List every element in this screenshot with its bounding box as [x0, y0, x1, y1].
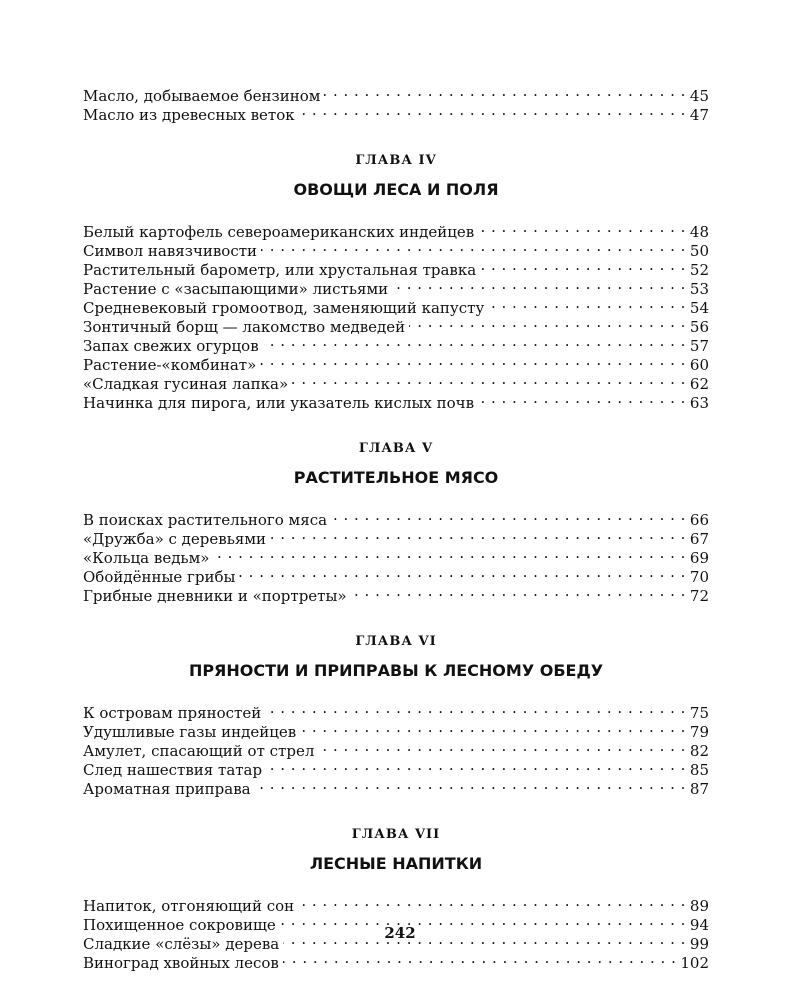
dot-leader	[331, 506, 686, 525]
toc-entry-page: 75	[689, 704, 709, 722]
toc-entry-title: Обойдённые грибы	[83, 568, 236, 586]
dot-leader	[283, 949, 677, 968]
dot-leader	[351, 582, 686, 601]
chapter-title: ОВОЩИ ЛЕСА И ПОЛЯ	[293, 180, 499, 199]
toc-entry-page: 70	[689, 568, 709, 586]
toc-entry-page: 67	[689, 530, 709, 548]
page-number: 242	[384, 924, 416, 942]
dot-leader	[239, 563, 685, 582]
toc-entry-title: Масло, добываемое бензином	[83, 87, 321, 105]
dot-leader	[292, 370, 686, 389]
toc-entry-title: «Сладкая гусиная лапка»	[83, 375, 289, 393]
dot-leader	[298, 892, 686, 911]
dot-leader	[480, 256, 686, 275]
toc-entry-page: 47	[689, 106, 709, 124]
toc-entry-title: «Кольца ведьм»	[83, 549, 210, 567]
toc-entry-title: Грибные дневники и «портреты»	[83, 587, 347, 605]
toc-entry-page: 57	[689, 337, 709, 355]
chapter-label: ГЛАВА IV	[355, 153, 437, 168]
toc-entry-title: В поисках растительного мяса	[83, 511, 328, 529]
toc-entry-title: Масло из древесных веток	[83, 106, 295, 124]
toc-entry-title: Виноград хвойных лесов	[83, 954, 279, 972]
dot-leader	[213, 544, 685, 563]
chapter-title: РАСТИТЕЛЬНОЕ МЯСО	[293, 468, 499, 487]
toc-entry-title: Ароматная приправа	[83, 780, 251, 798]
chapter-label: ГЛАВА V	[358, 441, 434, 456]
toc-entry-title: След нашествия татар	[83, 761, 263, 779]
table-of-contents	[83, 82, 709, 972]
toc-entry-title: Напиток, отгоняющий сон	[83, 897, 295, 915]
chapter-label: ГЛАВА VI	[355, 634, 437, 649]
dot-leader	[266, 756, 686, 775]
toc-entry-title: Похищенное сокровище	[83, 916, 276, 934]
intro-entries	[83, 82, 709, 124]
dot-leader	[260, 351, 686, 370]
toc-entry-page: 82	[689, 742, 709, 760]
dot-leader	[478, 389, 686, 408]
toc-entry	[83, 506, 709, 529]
toc-entry	[83, 218, 709, 241]
toc-entry-page: 45	[689, 87, 709, 105]
chapter-entries	[83, 506, 709, 605]
chapter-section	[83, 440, 709, 605]
toc-entry-page: 99	[689, 935, 709, 953]
dot-leader	[409, 313, 686, 332]
toc-entry-page: 48	[689, 223, 709, 241]
toc-entry-title: Сладкие «слёзы» дерева	[83, 935, 280, 953]
toc-entry-title: Запах свежих огурцов	[83, 337, 259, 355]
dot-leader	[392, 275, 686, 294]
toc-entry	[83, 699, 709, 722]
toc-entry-page: 50	[689, 242, 709, 260]
toc-entry-page: 63	[689, 394, 709, 412]
toc-entry-title: Белый картофель североамериканских индейцев	[83, 223, 475, 241]
toc-entry-page: 69	[689, 549, 709, 567]
toc-entry-title: К островам пряностей	[83, 704, 262, 722]
toc-entry-page: 53	[689, 280, 709, 298]
toc-entry-title: Растение-«комбинат»	[83, 356, 257, 374]
dot-leader	[324, 82, 685, 101]
toc-entry-page: 102	[680, 954, 709, 972]
dot-leader	[299, 101, 686, 120]
chapter-section	[83, 152, 709, 412]
toc-entry-title: «Дружба» с деревьями	[83, 530, 267, 548]
toc-entry-page: 56	[689, 318, 709, 336]
toc-entry-page: 72	[689, 587, 709, 605]
chapter-entries	[83, 699, 709, 798]
dot-leader	[265, 699, 686, 718]
toc-entry-title: Средневековый громоотвод, заменяющий капусту	[83, 299, 485, 317]
chapter-label: ГЛАВА VII	[351, 827, 441, 842]
toc-entry-title: Начинка для пирога, или указатель кислых почв	[83, 394, 475, 412]
toc-entry-page: 54	[689, 299, 709, 317]
toc-entry-page: 89	[689, 897, 709, 915]
toc-entry-title: Растительный барометр, или хрустальная травка	[83, 261, 477, 279]
chapter-title: ПРЯНОСТИ И ПРИПРАВЫ К ЛЕСНОМУ ОБЕДУ	[188, 661, 604, 680]
dot-leader	[318, 737, 686, 756]
toc-entry-page: 79	[689, 723, 709, 741]
chapter-section	[83, 826, 709, 972]
chapter-title: ЛЕСНЫЕ НАПИТКИ	[309, 854, 483, 873]
dot-leader	[261, 237, 686, 256]
toc-entry-title: Удушливые газы индейцев	[83, 723, 297, 741]
toc-entry-page: 85	[689, 761, 709, 779]
toc-entry-page: 94	[689, 916, 709, 934]
toc-entry-page: 60	[689, 356, 709, 374]
toc-entry-title: Амулет, спасающий от стрел	[83, 742, 315, 760]
toc-entry-page: 66	[689, 511, 709, 529]
toc-entry-title: Растение с «засыпающими» листьями	[83, 280, 389, 298]
chapter-section	[83, 633, 709, 798]
dot-leader	[255, 775, 686, 794]
dot-leader	[488, 294, 686, 313]
toc-entry	[83, 82, 709, 105]
dot-leader	[270, 525, 686, 544]
dot-leader	[300, 718, 686, 737]
dot-leader	[478, 218, 686, 237]
toc-entry-title: Символ навязчивости	[83, 242, 258, 260]
toc-entry	[83, 892, 709, 915]
toc-entry-page: 52	[689, 261, 709, 279]
toc-entry-page: 62	[689, 375, 709, 393]
chapter-entries	[83, 218, 709, 412]
dot-leader	[263, 332, 686, 351]
toc-entry-title: Зонтичный борщ — лакомство медведей	[83, 318, 406, 336]
toc-entry-page: 87	[689, 780, 709, 798]
